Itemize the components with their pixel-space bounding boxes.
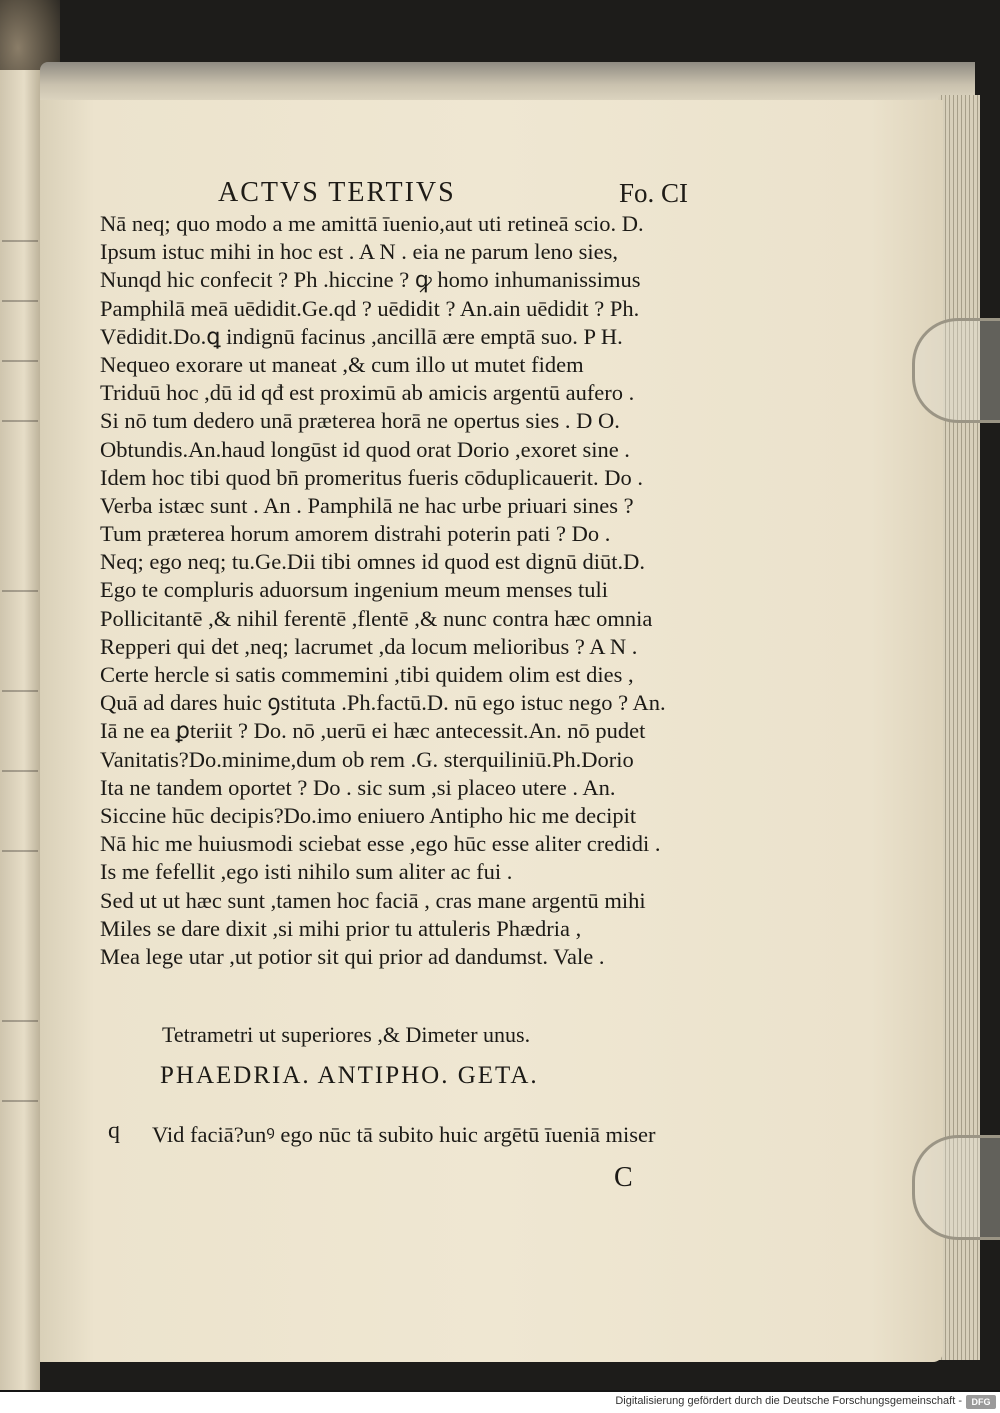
footer-bar xyxy=(0,1392,1000,1413)
verse-line: Miles se dare dixit ,si mihi prior tu attuleris Phædria , xyxy=(100,915,582,941)
facing-page-text-trace xyxy=(2,690,38,692)
facing-page-text-trace xyxy=(2,850,38,852)
facing-page-text-trace xyxy=(2,360,38,362)
verse-line: Sed ut ut hæc sunt ,tamen hoc faciā , cras mane argentū mihi xyxy=(100,887,646,913)
dfg-logo: DFG xyxy=(966,1395,996,1409)
verse-line: Vanitatis?Do.minime,dum ob rem .G. sterquiliniū.Ph.Dorio xyxy=(100,746,634,772)
verse-line: Idem hoc tibi quod bn̄ promeritus fueris cōduplicauerit. Do . xyxy=(100,464,643,490)
verse-line: Nequeo exorare ut maneat ,& cum illo ut mutet fidem xyxy=(100,351,584,377)
verse-line: Ego te compluris aduorsum ingenium meum menses tuli xyxy=(100,577,609,603)
verse-line: Verba istæc sunt . An . Pamphilā ne hac urbe priuari sines ? xyxy=(100,492,634,518)
verse-line: Siccine hūc decipis?Do.imo eniuero Antipho hic me decipit xyxy=(100,802,637,828)
guide-letter: q xyxy=(108,1118,120,1144)
footer-credit: Digitalisierung gefördert durch die Deutsche Forschungsgemeinschaft - xyxy=(615,1395,962,1407)
page-header xyxy=(218,176,688,210)
verse-line: Si nō tum dedero unā præterea horā ne opertus sies . D O. xyxy=(100,408,620,434)
facing-page-edge xyxy=(0,70,40,1390)
facing-page-text-trace xyxy=(2,770,38,772)
verse-line: Nunqd hic confecit ? Ph .hiccine ? ꝙ homo inhumanissimus xyxy=(100,267,641,293)
verse-line: Triduū hoc ,dū id qđ est proximū ab amicis argentū aufero . xyxy=(100,380,635,406)
running-title: ACTVS TERTIVS xyxy=(218,177,456,208)
folio-number: Fo. CI xyxy=(618,178,688,208)
verse-line: Certe hercle si satis commemini ,tibi quidem olim est dies , xyxy=(100,662,634,687)
verse-line: Vēdidit.Do.ꝗ indignū facinus ,ancillā ære emptā suo. P H. xyxy=(100,323,623,349)
facing-page-text-trace xyxy=(2,1100,38,1102)
verse-line: Is me fefellit ,ego isti nihilo sum aliter ac fui . xyxy=(100,859,513,885)
verse-line: Tum præterea horum amorem distrahi poterin pati ? Do . xyxy=(100,521,611,547)
verse-line: Neq; ego neq; tu.Ge.Dii tibi omnes id quod est dignū diūt.D. xyxy=(100,549,645,575)
facing-page-text-trace xyxy=(2,420,38,422)
verse-line: Obtundis.An.haud longūst id quod orat Dorio ,exoret sine . xyxy=(100,436,630,462)
verse-line: Mea lege utar ,ut potior sit qui prior ad dandumst. Vale . xyxy=(100,943,605,969)
facing-page-text-trace xyxy=(2,1020,38,1022)
verse-line: Repperi qui det ,neq; lacrumet ,da locum melioribus ? A N . xyxy=(100,633,638,659)
verse-line-scene-start: Vid faciā?unꝰ ego nūc tā subito huic argētū īueniā miser xyxy=(152,1122,656,1147)
verse-line: Nā hic me huiusmodi sciebat esse ,ego hūc esse aliter credidi . xyxy=(100,831,661,857)
page-clip-bottom xyxy=(912,1135,1000,1240)
verse-line: Iā ne ea ꝑteriit ? Do. nō ,uerū ei hæc antecessit.An. nō pudet xyxy=(100,718,646,744)
verse-text-block xyxy=(100,210,720,971)
signature-mark: C xyxy=(614,1162,633,1193)
facing-page-text-trace xyxy=(2,240,38,242)
verse-line: Pamphilā meā uēdidit.Ge.qd ? uēdidit ? An.ain uēdidit ? Ph. xyxy=(100,295,640,321)
verse-line: Nā neq; quo modo a me amittā īuenio,aut uti retineā scio. D. xyxy=(100,211,644,236)
verse-line: Pollicitantē ,& nihil ferentē ,flentē ,& nunc contra hæc omnia xyxy=(100,605,653,631)
meter-note: Tetrametri ut superiores ,& Dimeter unus. xyxy=(162,1022,531,1047)
page-clip-top xyxy=(912,318,1000,423)
facing-page-text-trace xyxy=(2,300,38,302)
scene-heading: PHAEDRIA. ANTIPHO. GETA. xyxy=(160,1062,539,1089)
verse-line: Quā ad dares huic ꝯstituta .Ph.factū.D. nū ego istuc nego ? An. xyxy=(100,690,666,716)
verse-line: Ipsum istuc mihi in hoc est . A N . eia ne parum leno sies, xyxy=(100,239,619,265)
verse-line: Ita ne tandem oportet ? Do . sic sum ,si placeo utere . An. xyxy=(100,774,616,800)
facing-page-text-trace xyxy=(2,590,38,592)
